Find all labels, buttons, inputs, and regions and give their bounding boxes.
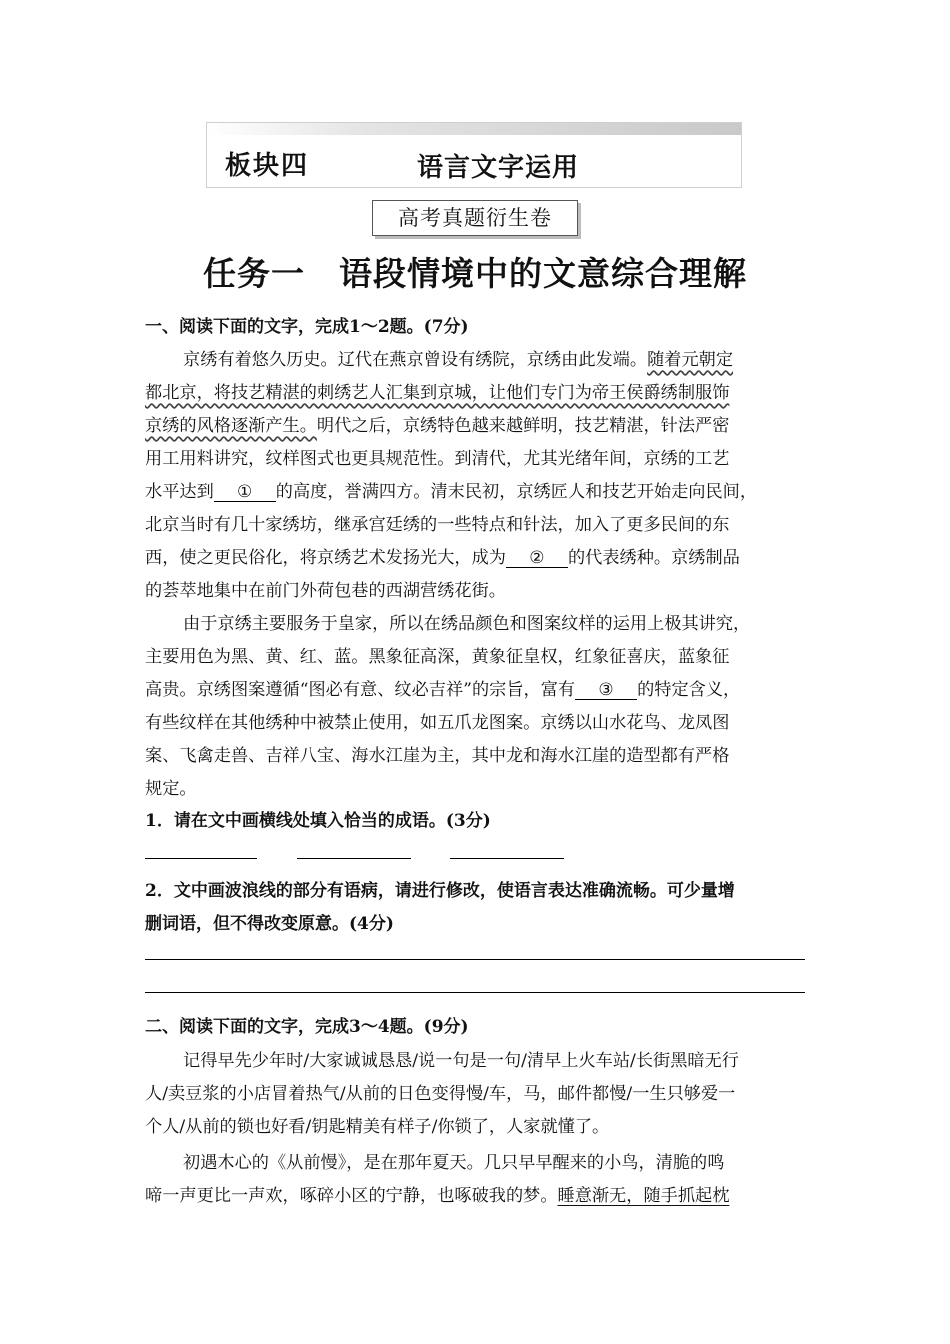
text-run: 京绣有着悠久历史。辽代在燕京曾设有绣院，京绣由此发端。	[183, 350, 648, 370]
fill-blank-3[interactable]: ③	[575, 681, 637, 700]
wavy-underlined-text: 都北京，将技艺精湛的刺绣艺人汇集到京城，让他们专门为帝王侯爵绣制服饰	[145, 383, 730, 403]
answer-line-2[interactable]	[297, 858, 411, 859]
text-run: 的代表绣种。京绣制品	[567, 548, 740, 568]
section2-heading: 二、阅读下面的文字，完成3～4题。(9分)	[145, 1017, 469, 1037]
answer-line-1[interactable]	[145, 858, 257, 859]
passage3-line	[145, 1181, 729, 1206]
passage1-line	[145, 411, 729, 436]
text-run: 的高度，誉满四方。清末民初，京绣匠人和技艺开始走向民间，	[275, 482, 758, 502]
passage2-line: 规定。	[145, 779, 197, 799]
poem-line: 记得早先少年时/大家诚诚恳恳/说一句是一句/清早上火车站/长街黑暗无行	[183, 1051, 739, 1071]
text-run: 的特定含义，	[637, 680, 741, 700]
passage1-line: 北京当时有几十家绣坊，继承宫廷绣的一些特点和针法，加入了更多民间的东	[145, 515, 730, 535]
wavy-underlined-text: 随着元朝定	[647, 350, 734, 370]
underlined-text: 睡意渐无，随手抓起枕	[557, 1186, 730, 1206]
passage1-line	[145, 378, 729, 403]
text-run: 高贵。京绣图案遵循“图必有意、纹必吉祥”的宗旨，富有	[145, 680, 576, 700]
passage1-line: 的荟萃地集中在前门外荷包巷的西湖营绣花街。	[145, 581, 506, 601]
wavy-underlined-text: 京绣的风格逐渐产生。	[145, 416, 317, 436]
banner-shade	[207, 123, 741, 135]
text-run: 啼一声更比一声欢，啄碎小区的宁静，也啄破我的梦。	[145, 1186, 558, 1206]
passage2-line: 由于京绣主要服务于皇家，所以在绣品颜色和图案纹样的运用上极其讲究，	[183, 614, 751, 634]
passage1-line: 用工用料讲究，纹样图式也更具规范性。到清代，尤其光绪年间，京绣的工艺	[145, 449, 730, 469]
poem-line: 个人/从前的锁也好看/钥匙精美有样子/你锁了，人家就懂了。	[145, 1117, 610, 1137]
passage1-line	[145, 543, 740, 568]
question-2-line: 删词语，但不得改变原意。(4分)	[145, 914, 394, 934]
fill-blank-1[interactable]: ①	[214, 483, 276, 502]
passage2-line: 案、飞禽走兽、吉祥八宝、海水江崖为主，其中龙和海水江崖的造型都有严格	[145, 746, 730, 766]
passage2-line: 主要用色为黑、黄、红、蓝。黑象征高深，黄象征皇权，红象征喜庆，蓝象征	[145, 647, 730, 667]
answer-line-long[interactable]	[145, 992, 805, 993]
section1-heading: 一、阅读下面的文字，完成1～2题。(7分)	[145, 317, 469, 337]
passage2-line	[145, 675, 740, 700]
poem-line: 人/卖豆浆的小店冒着热气/从前的日色变得慢/车，马，邮件都慢/一生只够爱一	[145, 1084, 736, 1104]
text-run: 明代之后，京绣特色越来越鲜明，技艺精湛，针法严密	[316, 416, 730, 436]
passage3-line: 初遇木心的《从前慢》，是在那年夏天。几只早早醒来的小鸟，清脆的鸣	[183, 1153, 725, 1173]
answer-line-long[interactable]	[145, 959, 805, 960]
block-label: 板块四	[225, 150, 310, 180]
block-topic: 语言文字运用	[417, 152, 580, 182]
passage1-line	[183, 345, 733, 370]
fill-blank-2[interactable]: ②	[506, 549, 568, 568]
passage2-line: 有些纹样在其他绣种中被禁止使用，如五爪龙图案。京绣以山水花鸟、龙凤图	[145, 713, 730, 733]
answer-line-3[interactable]	[450, 858, 564, 859]
section-banner	[206, 122, 742, 188]
question-2-line: 2．文中画波浪线的部分有语病，请进行修改，使语言表达准确流畅。可少量增	[145, 881, 735, 901]
text-run: 西，使之更民俗化，将京绣艺术发扬光大，成为	[145, 548, 506, 568]
paper-type-badge: 高考真题衍生卷	[372, 200, 578, 236]
passage1-line	[145, 477, 757, 502]
text-run: 水平达到	[145, 482, 214, 502]
task-title: 任务一 语段情境中的文意综合理解	[203, 254, 747, 293]
question-1: 1．请在文中画横线处填入恰当的成语。(3分)	[145, 811, 491, 831]
